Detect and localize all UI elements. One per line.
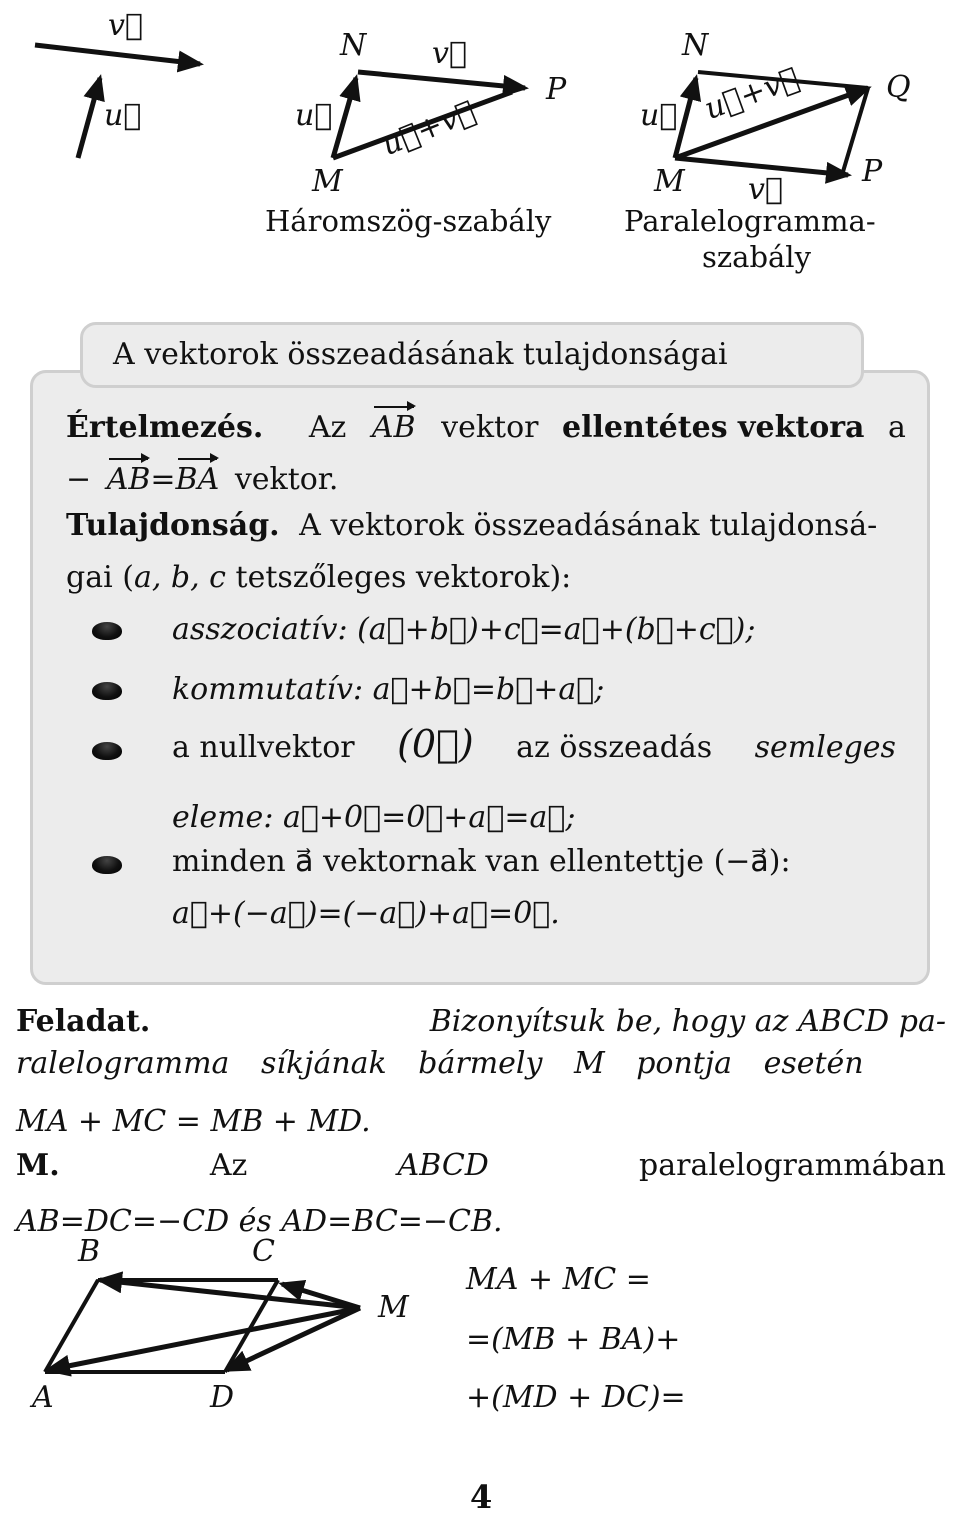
fig4-D-label: D <box>210 1380 235 1415</box>
fig3-sum-label: u⃗+v⃗ <box>700 60 804 128</box>
side-AB <box>45 1280 98 1372</box>
item-nullvector-continued <box>172 800 575 835</box>
item-commutative-term: kommutatív <box>172 672 353 707</box>
fig3-caption-1: Paralelogramma- <box>624 204 876 238</box>
fig3-v-label: v⃗ <box>748 172 783 207</box>
solution-abcd: ABCD <box>397 1148 489 1183</box>
properties-box-title: A vektorok összeadásának tulajdonságai <box>113 337 728 372</box>
fig3-Q-label: Q <box>886 70 911 105</box>
fig4-M-label: M <box>378 1290 409 1325</box>
solution-line-1 <box>16 1148 946 1183</box>
definition-vektor: vektor <box>441 410 539 445</box>
fig2-sum-label: u⃗+v⃗ <box>376 94 481 163</box>
properties-box-title-bar <box>80 322 864 388</box>
fig1-u-label: u⃗ <box>104 98 142 133</box>
fig1-v-label: v⃗ <box>108 8 143 43</box>
item-associative-term: asszociatív <box>172 612 338 647</box>
item-nullvector-text-a: a nullvektor <box>172 730 355 765</box>
fig2-P-label: P <box>546 72 567 107</box>
page-number: 4 <box>470 1478 493 1516</box>
fig2-u-label: u⃗ <box>295 98 333 133</box>
fig2-v-label: v⃗ <box>432 36 467 71</box>
fig2-N-label: N <box>340 28 367 63</box>
definition-az: Az <box>308 410 347 445</box>
task-line-1 <box>16 1004 946 1039</box>
fig3-M-label: M <box>654 164 685 199</box>
item-associative-formula: : (a⃗+b⃗)+c⃗=a⃗+(b⃗+c⃗); <box>337 612 756 647</box>
property-head: Tulajdonság. <box>66 508 280 543</box>
definition-vector-AB: AB <box>371 410 416 445</box>
task-formula: MA + MC = MB + MD. <box>16 1104 371 1139</box>
vector-MA <box>48 1308 360 1370</box>
item-element-formula: : a⃗+0⃗=0⃗+a⃗=a⃗; <box>263 800 576 835</box>
definition-line2-end: vektor. <box>234 462 339 497</box>
fig3-caption-2: szabály <box>702 240 811 274</box>
property-text-2b: tetszőleges vektorok): <box>225 560 572 595</box>
item-nullvector-term: semleges <box>754 730 896 765</box>
solution-eq-1: MA + MC = <box>466 1262 651 1297</box>
property-text-2a: gai ( <box>66 560 134 595</box>
definition-line2-eq: = <box>150 462 176 497</box>
solution-word: paralelogrammában <box>639 1148 946 1183</box>
definition-bold-term: ellentétes vektora <box>562 410 865 445</box>
vector-MD <box>227 1308 360 1370</box>
fig3-u-label: u⃗ <box>640 98 678 133</box>
item-commutative-formula: : a⃗+b⃗=b⃗+a⃗; <box>353 672 605 707</box>
definition-article: a <box>888 410 906 445</box>
bullet-icon <box>92 622 122 640</box>
fig3-P-label: P <box>862 154 883 189</box>
solution-eq-3: +(MD + DC)= <box>466 1380 686 1415</box>
property-text-1: A vektorok összeadásának tulajdonsá- <box>299 508 878 543</box>
solution-head: M. <box>16 1148 60 1183</box>
bullet-icon <box>92 856 122 874</box>
top-figures <box>0 0 960 300</box>
definition-minus: − <box>66 462 92 497</box>
definition-line2-BA: BA <box>175 462 220 497</box>
definition-head: Értelmezés. <box>66 410 264 445</box>
fig1-v-arrow <box>35 45 200 64</box>
definition-line-2 <box>66 462 338 497</box>
bullet-icon <box>92 742 122 760</box>
bullet-icon <box>92 682 122 700</box>
task-head: Feladat. <box>16 1004 151 1039</box>
fig4-B-label: B <box>78 1234 101 1269</box>
item-nullvector-text-b: az összeadás <box>516 730 713 765</box>
solution-eq-2: =(MB + BA)+ <box>466 1322 681 1357</box>
fig2-v-arrow <box>358 72 525 88</box>
item-opposite-formula: a⃗+(−a⃗)=(−a⃗)+a⃗=0⃗. <box>172 896 560 931</box>
item-opposite: minden a⃗ vektornak van ellentettje (−a⃗): <box>172 844 791 879</box>
item-element-term: eleme <box>172 800 264 835</box>
fig4-A-label: A <box>32 1380 54 1415</box>
task-text-2: ralelogramma síkjának bármely M pontja esetén <box>16 1046 864 1081</box>
property-line-2 <box>66 560 571 595</box>
fig2-M-label: M <box>312 164 343 199</box>
definition-line-1 <box>66 410 906 445</box>
item-commutative <box>172 672 604 707</box>
item-nullvector <box>172 722 896 766</box>
parallelogram-figure <box>0 1240 440 1460</box>
solution-az: Az <box>209 1148 248 1183</box>
fig3-u-arrow <box>675 78 696 158</box>
item-nullvector-paren: (0⃗) <box>397 722 474 766</box>
solution-line-2: AB=DC=−CD és AD=BC=−CB. <box>16 1204 503 1239</box>
fig1-u-arrow <box>78 78 100 158</box>
fig2-caption: Háromszög-szabály <box>265 204 552 238</box>
fig4-C-label: C <box>252 1234 275 1269</box>
item-associative <box>172 612 756 647</box>
task-text-1: Bizonyítsuk be, hogy az ABCD pa- <box>429 1004 946 1039</box>
definition-line2-AB: AB <box>106 462 151 497</box>
property-line-1 <box>66 508 877 543</box>
fig3-N-label: N <box>682 28 709 63</box>
property-vars: a, b, c <box>133 560 226 595</box>
fig2-u-arrow <box>333 78 356 158</box>
